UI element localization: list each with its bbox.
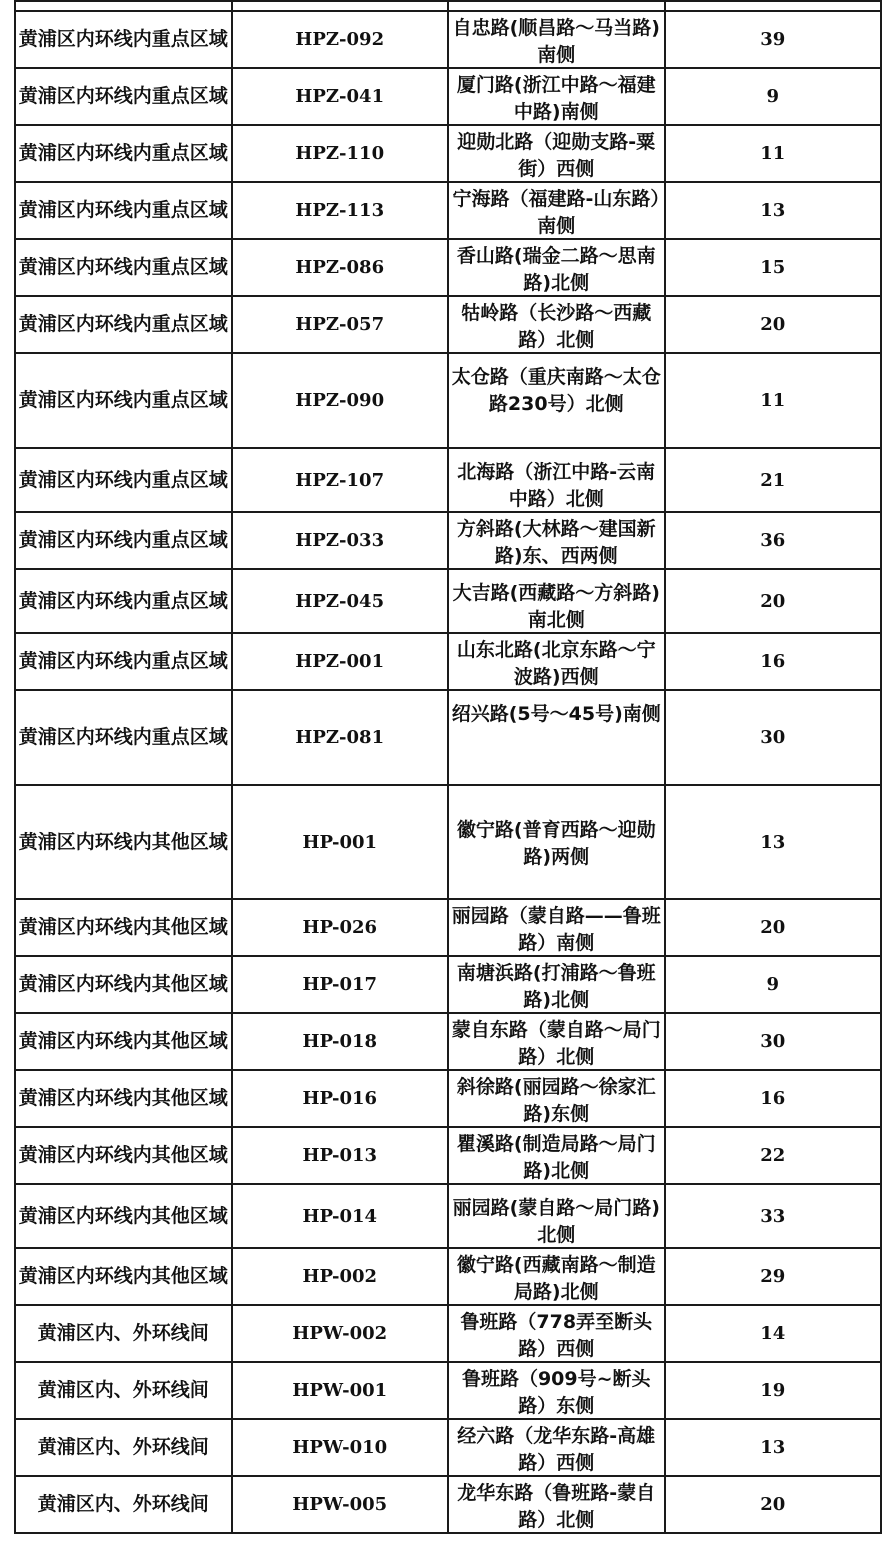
stub-cell	[665, 1, 882, 11]
table-row	[15, 899, 881, 956]
count-cell: 11	[665, 353, 882, 448]
count-cell: 11	[665, 125, 882, 182]
code-cell: HPW-001	[232, 1362, 449, 1419]
area-cell: 黄浦区内环线内其他区域	[15, 1127, 232, 1184]
count-cell: 9	[665, 68, 882, 125]
area-cell: 黄浦区内环线内其他区域	[15, 1070, 232, 1127]
count-cell: 21	[665, 448, 882, 512]
code-cell: HPW-002	[232, 1305, 449, 1362]
code-cell: HPZ-092	[232, 11, 449, 68]
count-cell: 15	[665, 239, 882, 296]
table-row	[15, 1248, 881, 1305]
code-cell: HPZ-110	[232, 125, 449, 182]
location-cell: 经六路（龙华东路-高雄路）西侧	[448, 1419, 665, 1476]
code-cell: HPZ-107	[232, 448, 449, 512]
code-cell: HP-014	[232, 1184, 449, 1248]
location-cell: 蒙自东路（蒙自路～局门路）北侧	[448, 1013, 665, 1070]
table-row	[15, 633, 881, 690]
stub-cell	[15, 1, 232, 11]
count-cell: 29	[665, 1248, 882, 1305]
area-cell: 黄浦区内环线内重点区域	[15, 448, 232, 512]
location-cell: 大吉路(西藏路～方斜路)南北侧	[448, 569, 665, 633]
count-cell: 20	[665, 1476, 882, 1533]
table-row-stub	[15, 1, 881, 11]
location-cell: 鲁班路（778弄至断头路）西侧	[448, 1305, 665, 1362]
area-cell: 黄浦区内环线内重点区域	[15, 11, 232, 68]
code-cell: HP-017	[232, 956, 449, 1013]
code-cell: HPZ-090	[232, 353, 449, 448]
count-cell: 13	[665, 182, 882, 239]
code-cell: HPW-005	[232, 1476, 449, 1533]
area-cell: 黄浦区内环线内其他区域	[15, 1248, 232, 1305]
area-cell: 黄浦区内环线内重点区域	[15, 182, 232, 239]
table-row	[15, 1013, 881, 1070]
location-cell: 山东北路(北京东路～宁波路)西侧	[448, 633, 665, 690]
location-cell: 方斜路(大林路～建国新路)东、西两侧	[448, 512, 665, 569]
table-body	[15, 1, 881, 1533]
location-cell: 龙华东路（鲁班路-蒙自路）北侧	[448, 1476, 665, 1533]
parking-table	[14, 0, 882, 1534]
area-cell: 黄浦区内、外环线间	[15, 1419, 232, 1476]
area-cell: 黄浦区内环线内重点区域	[15, 633, 232, 690]
table-row	[15, 11, 881, 68]
location-cell: 自忠路(顺昌路～马当路)南侧	[448, 11, 665, 68]
area-cell: 黄浦区内环线内其他区域	[15, 1184, 232, 1248]
code-cell: HP-018	[232, 1013, 449, 1070]
count-cell: 20	[665, 296, 882, 353]
count-cell: 16	[665, 633, 882, 690]
code-cell: HPZ-041	[232, 68, 449, 125]
table-row	[15, 182, 881, 239]
location-cell: 丽园路(蒙自路～局门路)北侧	[448, 1184, 665, 1248]
code-cell: HPZ-081	[232, 690, 449, 785]
location-cell: 南塘浜路(打浦路～鲁班路)北侧	[448, 956, 665, 1013]
area-cell: 黄浦区内环线内重点区域	[15, 690, 232, 785]
count-cell: 36	[665, 512, 882, 569]
count-cell: 19	[665, 1362, 882, 1419]
code-cell: HP-001	[232, 785, 449, 899]
location-cell: 瞿溪路(制造局路～局门路)北侧	[448, 1127, 665, 1184]
table-row	[15, 1362, 881, 1419]
table-row	[15, 68, 881, 125]
code-cell: HP-002	[232, 1248, 449, 1305]
count-cell: 39	[665, 11, 882, 68]
table-row	[15, 569, 881, 633]
count-cell: 30	[665, 690, 882, 785]
area-cell: 黄浦区内环线内重点区域	[15, 569, 232, 633]
code-cell: HPZ-113	[232, 182, 449, 239]
code-cell: HPZ-033	[232, 512, 449, 569]
location-cell: 丽园路（蒙自路——鲁班路）南侧	[448, 899, 665, 956]
table-row	[15, 239, 881, 296]
stub-cell	[232, 1, 449, 11]
count-cell: 30	[665, 1013, 882, 1070]
area-cell: 黄浦区内环线内重点区域	[15, 125, 232, 182]
code-cell: HPW-010	[232, 1419, 449, 1476]
count-cell: 33	[665, 1184, 882, 1248]
area-cell: 黄浦区内环线内重点区域	[15, 68, 232, 125]
location-cell: 厦门路(浙江中路～福建中路)南侧	[448, 68, 665, 125]
code-cell: HPZ-086	[232, 239, 449, 296]
count-cell: 22	[665, 1127, 882, 1184]
table-row	[15, 690, 881, 785]
code-cell: HPZ-001	[232, 633, 449, 690]
count-cell: 20	[665, 899, 882, 956]
table-row	[15, 1127, 881, 1184]
table-row	[15, 1476, 881, 1533]
area-cell: 黄浦区内、外环线间	[15, 1362, 232, 1419]
area-cell: 黄浦区内环线内重点区域	[15, 512, 232, 569]
area-cell: 黄浦区内环线内其他区域	[15, 956, 232, 1013]
count-cell: 13	[665, 785, 882, 899]
area-cell: 黄浦区内环线内其他区域	[15, 1013, 232, 1070]
location-cell: 北海路（浙江中路-云南中路）北侧	[448, 448, 665, 512]
count-cell: 20	[665, 569, 882, 633]
location-cell: 宁海路（福建路-山东路）南侧	[448, 182, 665, 239]
code-cell: HP-013	[232, 1127, 449, 1184]
area-cell: 黄浦区内、外环线间	[15, 1476, 232, 1533]
table-row	[15, 448, 881, 512]
count-cell: 13	[665, 1419, 882, 1476]
area-cell: 黄浦区内环线内其他区域	[15, 785, 232, 899]
location-cell: 迎勋北路（迎勋支路-粟街）西侧	[448, 125, 665, 182]
count-cell: 16	[665, 1070, 882, 1127]
area-cell: 黄浦区内、外环线间	[15, 1305, 232, 1362]
table-row	[15, 512, 881, 569]
area-cell: 黄浦区内环线内重点区域	[15, 353, 232, 448]
table-row	[15, 956, 881, 1013]
location-cell: 鲁班路（909号~断头路）东侧	[448, 1362, 665, 1419]
table-row	[15, 785, 881, 899]
table-row	[15, 125, 881, 182]
location-cell: 绍兴路(5号～45号)南侧	[448, 690, 665, 785]
count-cell: 14	[665, 1305, 882, 1362]
area-cell: 黄浦区内环线内重点区域	[15, 296, 232, 353]
area-cell: 黄浦区内环线内其他区域	[15, 899, 232, 956]
location-cell: 徽宁路(西藏南路～制造局路)北侧	[448, 1248, 665, 1305]
location-cell: 徽宁路(普育西路～迎勋路)两侧	[448, 785, 665, 899]
code-cell: HPZ-045	[232, 569, 449, 633]
table-row	[15, 1305, 881, 1362]
location-cell: 牯岭路（长沙路～西藏路）北侧	[448, 296, 665, 353]
table-row	[15, 1070, 881, 1127]
code-cell: HP-026	[232, 899, 449, 956]
stub-cell	[448, 1, 665, 11]
location-cell: 香山路(瑞金二路～思南路)北侧	[448, 239, 665, 296]
table-row	[15, 1184, 881, 1248]
table-row	[15, 1419, 881, 1476]
count-cell: 9	[665, 956, 882, 1013]
location-cell: 斜徐路(丽园路～徐家汇路)东侧	[448, 1070, 665, 1127]
code-cell: HPZ-057	[232, 296, 449, 353]
location-cell: 太仓路（重庆南路～太仓路230号）北侧	[448, 353, 665, 448]
table-row	[15, 353, 881, 448]
code-cell: HP-016	[232, 1070, 449, 1127]
table-row	[15, 296, 881, 353]
area-cell: 黄浦区内环线内重点区域	[15, 239, 232, 296]
